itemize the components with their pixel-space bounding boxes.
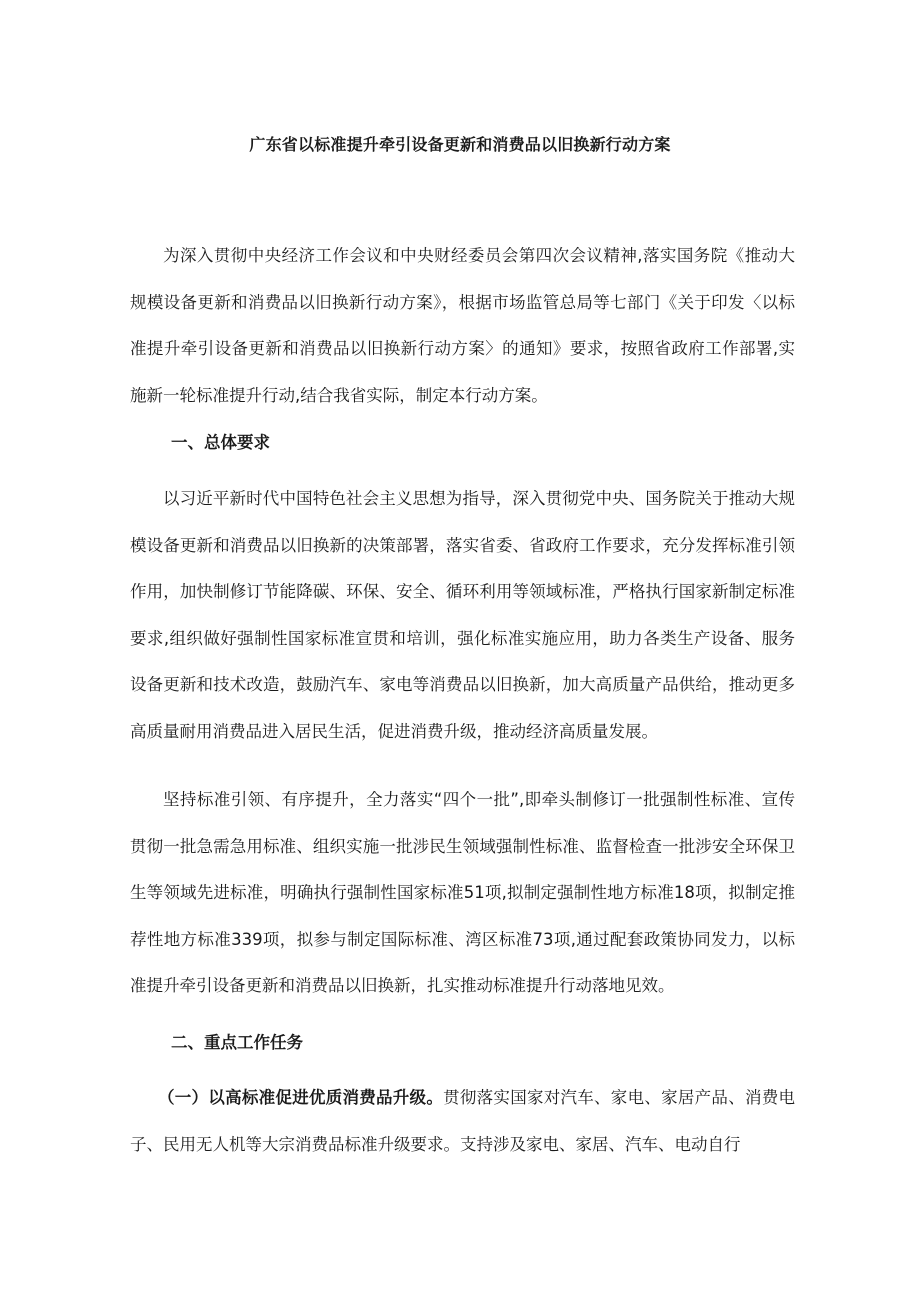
document-title: 广东省以标准提升牵引设备更新和消费品以旧换新行动方案 <box>249 135 671 154</box>
task-item-1-text: 贯彻落实国家对汽车、家电、家居产品、消费电子、民用无人机等大宗消费品标准升级要求。支持涉及家电、家居、汽车、电动自行 <box>130 1088 796 1154</box>
task-item-1-paragraph <box>130 1075 795 1168</box>
intro-paragraph: 为深入贯彻中央经济工作会议和中央财经委员会第四次会议精神,落实国务院《推动大规模设备更新和消费品以旧换新行动方案》，根据市场监管总局等七部门《关于印发〈以标准提升牵引设备更新和消费品以旧换新行动方案〉的通知》要求，按照省政府工作部署,实施新一轮标准提升行动,结合我省实际，制定本行动方案。 <box>130 246 795 405</box>
section-heading-general-requirements: 一、总体要求 <box>171 433 270 452</box>
task-item-1-label: （一）以高标准促进优质消费品升级。 <box>158 1088 444 1107</box>
principles-paragraph: 坚持标准引领、有序提升，全力落实“四个一批”,即牵头制修订一批强制性标准、宣传贯彻一批急需急用标准、组织实施一批涉民生领域强制性标准、监督检查一批涉安全环保卫生等领域先进标准，明确执行强制性国家标准51项,拟制定强制性地方标准18项，拟制定推荐性地方标准339项，拟参与制定国际标准、湾区标准73项,通过配套政策协同发力，以标准提升牵引设备更新和消费品以旧换新，扎实推动标准提升行动落地见效。 <box>130 790 795 996</box>
section-heading-key-tasks: 二、重点工作任务 <box>171 1033 303 1052</box>
general-requirements-paragraph: 以习近平新时代中国特色社会主义思想为指导，深入贯彻党中央、国务院关于推动大规模设备更新和消费品以旧换新的决策部署，落实省委、省政府工作要求，充分发挥标准引领作用，加快制修订节能降碳、环保、安全、循环利用等领域标准，严格执行国家新制定标准要求,组织做好强制性国家标准宣贯和培训，强化标准实施应用，助力各类生产设备、服务设备更新和技术改造，鼓励汽车、家电等消费品以旧换新，加大高质量产品供给，推动更多高质量耐用消费品进入居民生活，促进消费升级，推动经济高质量发展。 <box>130 489 795 741</box>
